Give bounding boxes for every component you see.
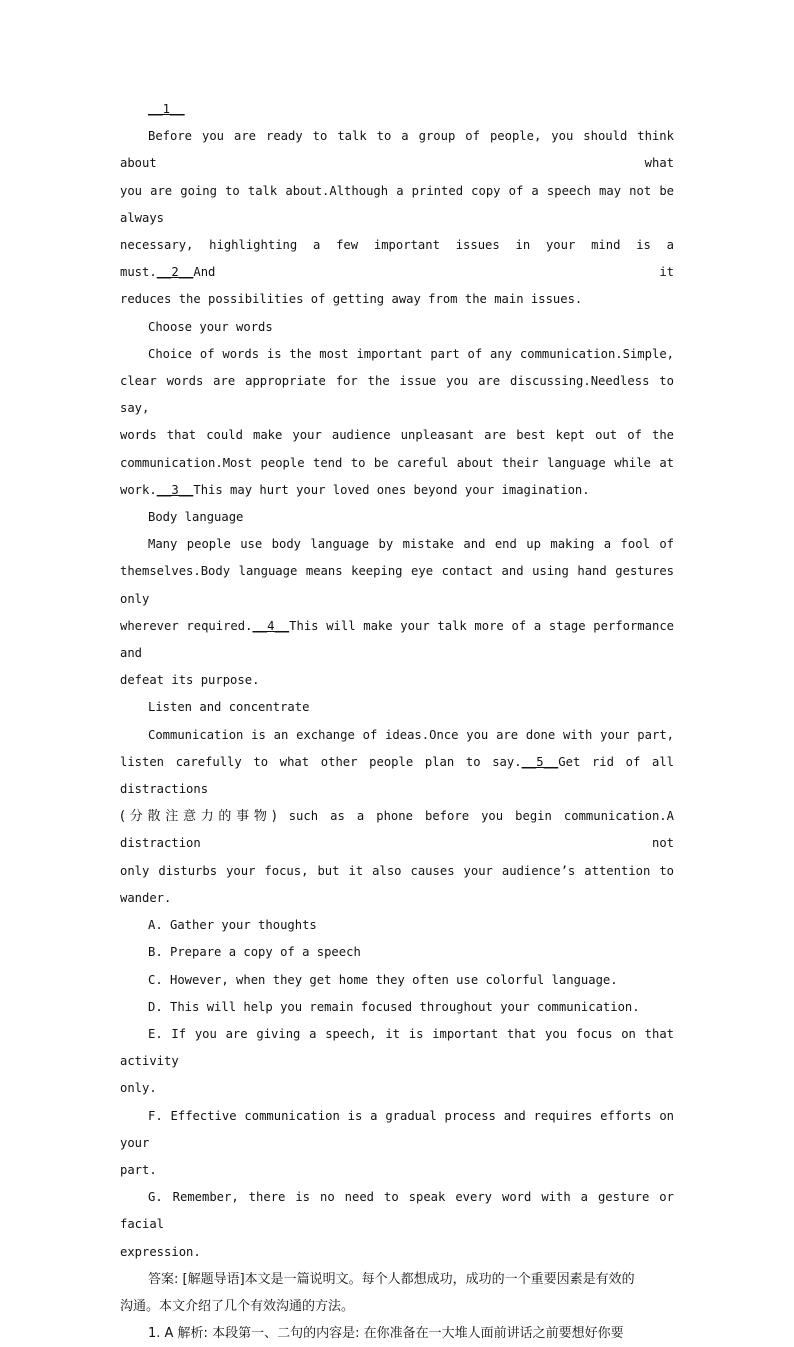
paragraph-line: (分散注意力的事物) such as a phone before you begin communication.A distraction not bbox=[120, 809, 674, 851]
paragraph-line: Many people use body language by mistake and end up making a fool of bbox=[148, 537, 674, 552]
paragraph-line: Before you are ready to talk to a group of people, you should think about what bbox=[120, 129, 674, 171]
option-e-cont: only. bbox=[120, 1081, 157, 1096]
paragraph-line: Choice of words is the most important part of any communication.Simple, bbox=[148, 346, 674, 361]
option-c: C. However, when they get home they often use colorful language. bbox=[148, 972, 618, 987]
paragraph-line: wherever required.__4__This will make your talk more of a stage performance and bbox=[120, 618, 674, 661]
paragraph-line: defeat its purpose. bbox=[120, 673, 260, 688]
option-g: G. Remember, there is no need to speak every word with a gesture or facial bbox=[120, 1190, 674, 1232]
answer-line: 1. A 解析: 本段第一、二句的内容是: 在你准备在一大堆人面前讲话之前要想好你要 bbox=[148, 1326, 624, 1342]
paragraph-line: themselves.Body language means keeping eye contact and using hand gestures only bbox=[120, 564, 674, 606]
paragraph-line: clear words are appropriate for the issue you are discussing.Needless to say, bbox=[120, 374, 674, 416]
paragraph-line: necessary, highlighting a few important issues in your mind is a must.__2__And it bbox=[120, 238, 674, 280]
section-heading-body-language: Body language bbox=[148, 510, 244, 525]
paragraph-line: reduces the possibilities of getting away from the main issues. bbox=[120, 292, 583, 307]
paragraph-line: listen carefully to what other people plan to say.__5__Get rid of all distractions bbox=[120, 754, 675, 797]
blank-2: __2__ bbox=[156, 265, 194, 280]
paragraph-4 bbox=[120, 722, 674, 912]
paragraph-line: communication.Most people tend to be careful about their language while at bbox=[120, 455, 674, 470]
paragraph-1 bbox=[120, 123, 674, 313]
blank-5: __5__ bbox=[521, 754, 559, 769]
option-b: B. Prepare a copy of a speech bbox=[148, 945, 361, 960]
paragraph-line: work.__3__This may hurt your loved ones beyond your imagination. bbox=[120, 482, 590, 497]
paragraph-3 bbox=[120, 531, 674, 694]
blank-3: __3__ bbox=[156, 482, 194, 497]
blank-1-heading: __1__ bbox=[148, 102, 185, 116]
option-g-cont: expression. bbox=[120, 1244, 201, 1259]
answer-line: 沟通。本文介绍了几个有效沟通的方法。 bbox=[120, 1298, 355, 1314]
paragraph-line: Communication is an exchange of ideas.Once you are done with your part, bbox=[148, 727, 674, 742]
section-heading-words: Choose your words bbox=[148, 319, 273, 334]
blank-4: __4__ bbox=[252, 618, 290, 633]
answer-section bbox=[120, 1266, 674, 1347]
paragraph-line: only disturbs your focus, but it also causes your audience’s attention to wander. bbox=[120, 863, 674, 905]
paragraph-2 bbox=[120, 341, 674, 504]
option-d: D. This will help you remain focused throughout your communication. bbox=[148, 999, 640, 1014]
option-a: A. Gather your thoughts bbox=[148, 918, 317, 933]
option-f-cont: part. bbox=[120, 1162, 157, 1177]
answer-line: 答案: [解题导语]本文是一篇说明文。每个人都想成功，成功的一个重要因素是有效的 bbox=[148, 1271, 635, 1287]
paragraph-line: words that could make your audience unpleasant are best kept out of the bbox=[120, 428, 674, 443]
options-list bbox=[120, 912, 674, 1266]
document-page bbox=[120, 96, 674, 1347]
option-e: E. If you are giving a speech, it is important that you focus on that activity bbox=[120, 1026, 674, 1069]
option-f: F. Effective communication is a gradual process and requires efforts on your bbox=[120, 1108, 674, 1150]
paragraph-line: you are going to talk about.Although a printed copy of a speech may not be always bbox=[120, 183, 674, 225]
section-heading-listen: Listen and concentrate bbox=[148, 700, 310, 715]
